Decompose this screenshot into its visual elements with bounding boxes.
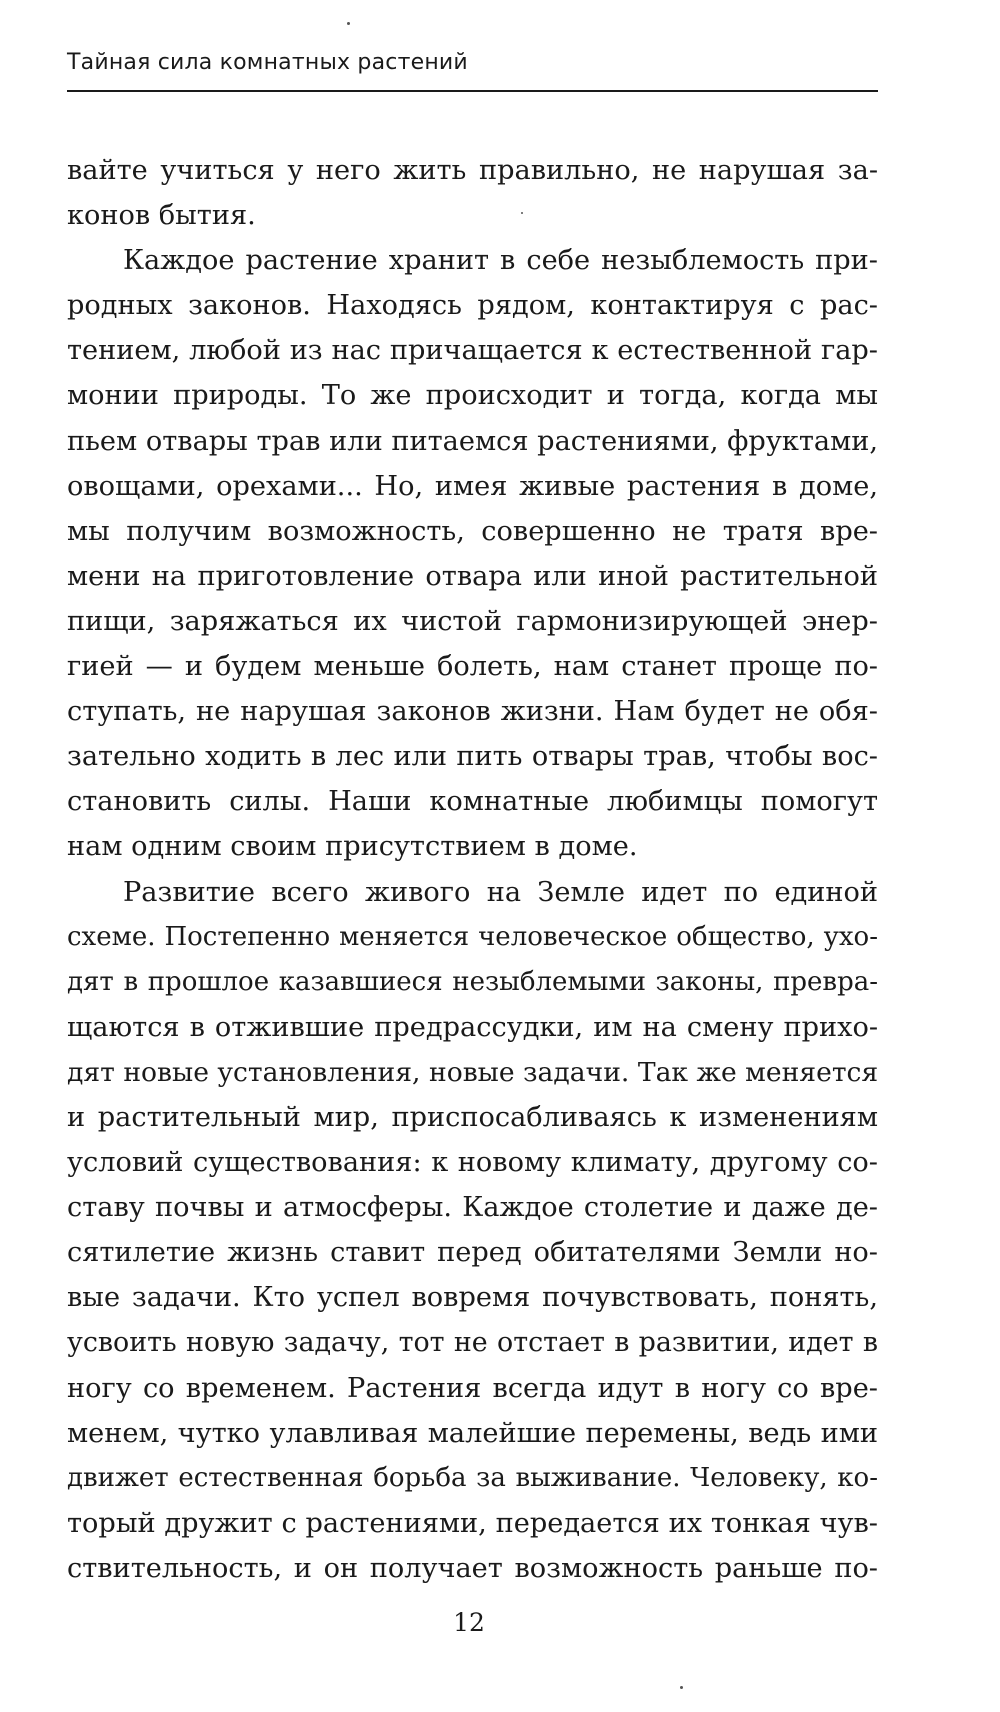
paragraph-first-line: Развитие всего живого на Земле идет по единой: [123, 876, 878, 908]
text-line: схеме. Постепенно меняется человеческое общество, ухо-: [67, 921, 878, 952]
text-line: мы получим возможность, совершенно не тратя вре-: [67, 515, 878, 547]
text-line: овощами, орехами... Но, имея живые растения в доме,: [67, 470, 878, 502]
text-line: мени на приготовление отвара или иной растительной: [67, 560, 878, 592]
text-line: условий существования: к новому климату, другому со-: [67, 1147, 878, 1179]
text-line: родных законов. Находясь рядом, контактируя с рас-: [67, 290, 878, 322]
text-line: монии природы. То же происходит и тогда, когда мы: [67, 380, 878, 412]
text-line: становить силы. Наши комнатные любимцы помогут: [67, 786, 878, 818]
text-line: вайте учиться у него жить правильно, не нарушая за-: [67, 155, 878, 186]
paragraph-first-line: Каждое растение хранит в себе незыблемость при-: [123, 245, 878, 277]
text-line: менем, чутко улавливая малейшие перемены, ведь ими: [67, 1417, 878, 1449]
text-line: усвоить новую задачу, тот не отстает в развитии, идет в: [67, 1327, 878, 1359]
scan-speck: [347, 22, 350, 25]
text-line: ствительность, и он получает возможность раньше по-: [67, 1552, 878, 1584]
text-line: гией — и будем меньше болеть, нам станет проще по-: [67, 651, 878, 683]
text-line: и растительный мир, приспосабливаясь к изменениям: [67, 1101, 878, 1133]
text-line: торый дружит с растениями, передается их тонкая чув-: [67, 1507, 878, 1539]
text-line: зательно ходить в лес или пить отвары трав, чтобы вос-: [67, 741, 878, 773]
text-line: пьем отвары трав или питаемся растениями, фруктами,: [67, 425, 878, 457]
text-line: сятилетие жизнь ставит перед обитателями Земли но-: [67, 1237, 878, 1269]
scan-speck: [521, 212, 523, 214]
text-line: дят в прошлое казавшиеся незыблемыми законы, превра-: [67, 966, 878, 997]
running-header: Тайная сила комнатных растений: [67, 50, 468, 75]
text-line: ногу со временем. Растения всегда идут в ногу со вре-: [67, 1372, 878, 1404]
page-number: 12: [453, 1608, 485, 1637]
text-line: тением, любой из нас причащается к естественной гар-: [67, 335, 878, 367]
text-line: конов бытия.: [67, 200, 256, 232]
text-line: движет естественная борьба за выживание. Человеку, ко-: [67, 1462, 878, 1493]
text-line: вые задачи. Кто успел вовремя почувствовать, понять,: [67, 1282, 878, 1314]
text-line: дят новые установления, новые задачи. Так же меняется: [67, 1056, 879, 1088]
text-line: щаются в отжившие предрассудки, им на смену прихо-: [67, 1011, 878, 1043]
text-line: нам одним своим присутствием в доме.: [67, 831, 638, 863]
text-line: пищи, заряжаться их чистой гармонизирующей энер-: [67, 605, 878, 637]
body-text: [67, 148, 878, 1591]
scan-speck: [680, 1686, 683, 1689]
header-rule: [67, 90, 878, 92]
text-line: ступать, не нарушая законов жизни. Нам будет не обя-: [67, 696, 878, 728]
text-line: ставу почвы и атмосферы. Каждое столетие и даже де-: [67, 1192, 878, 1224]
